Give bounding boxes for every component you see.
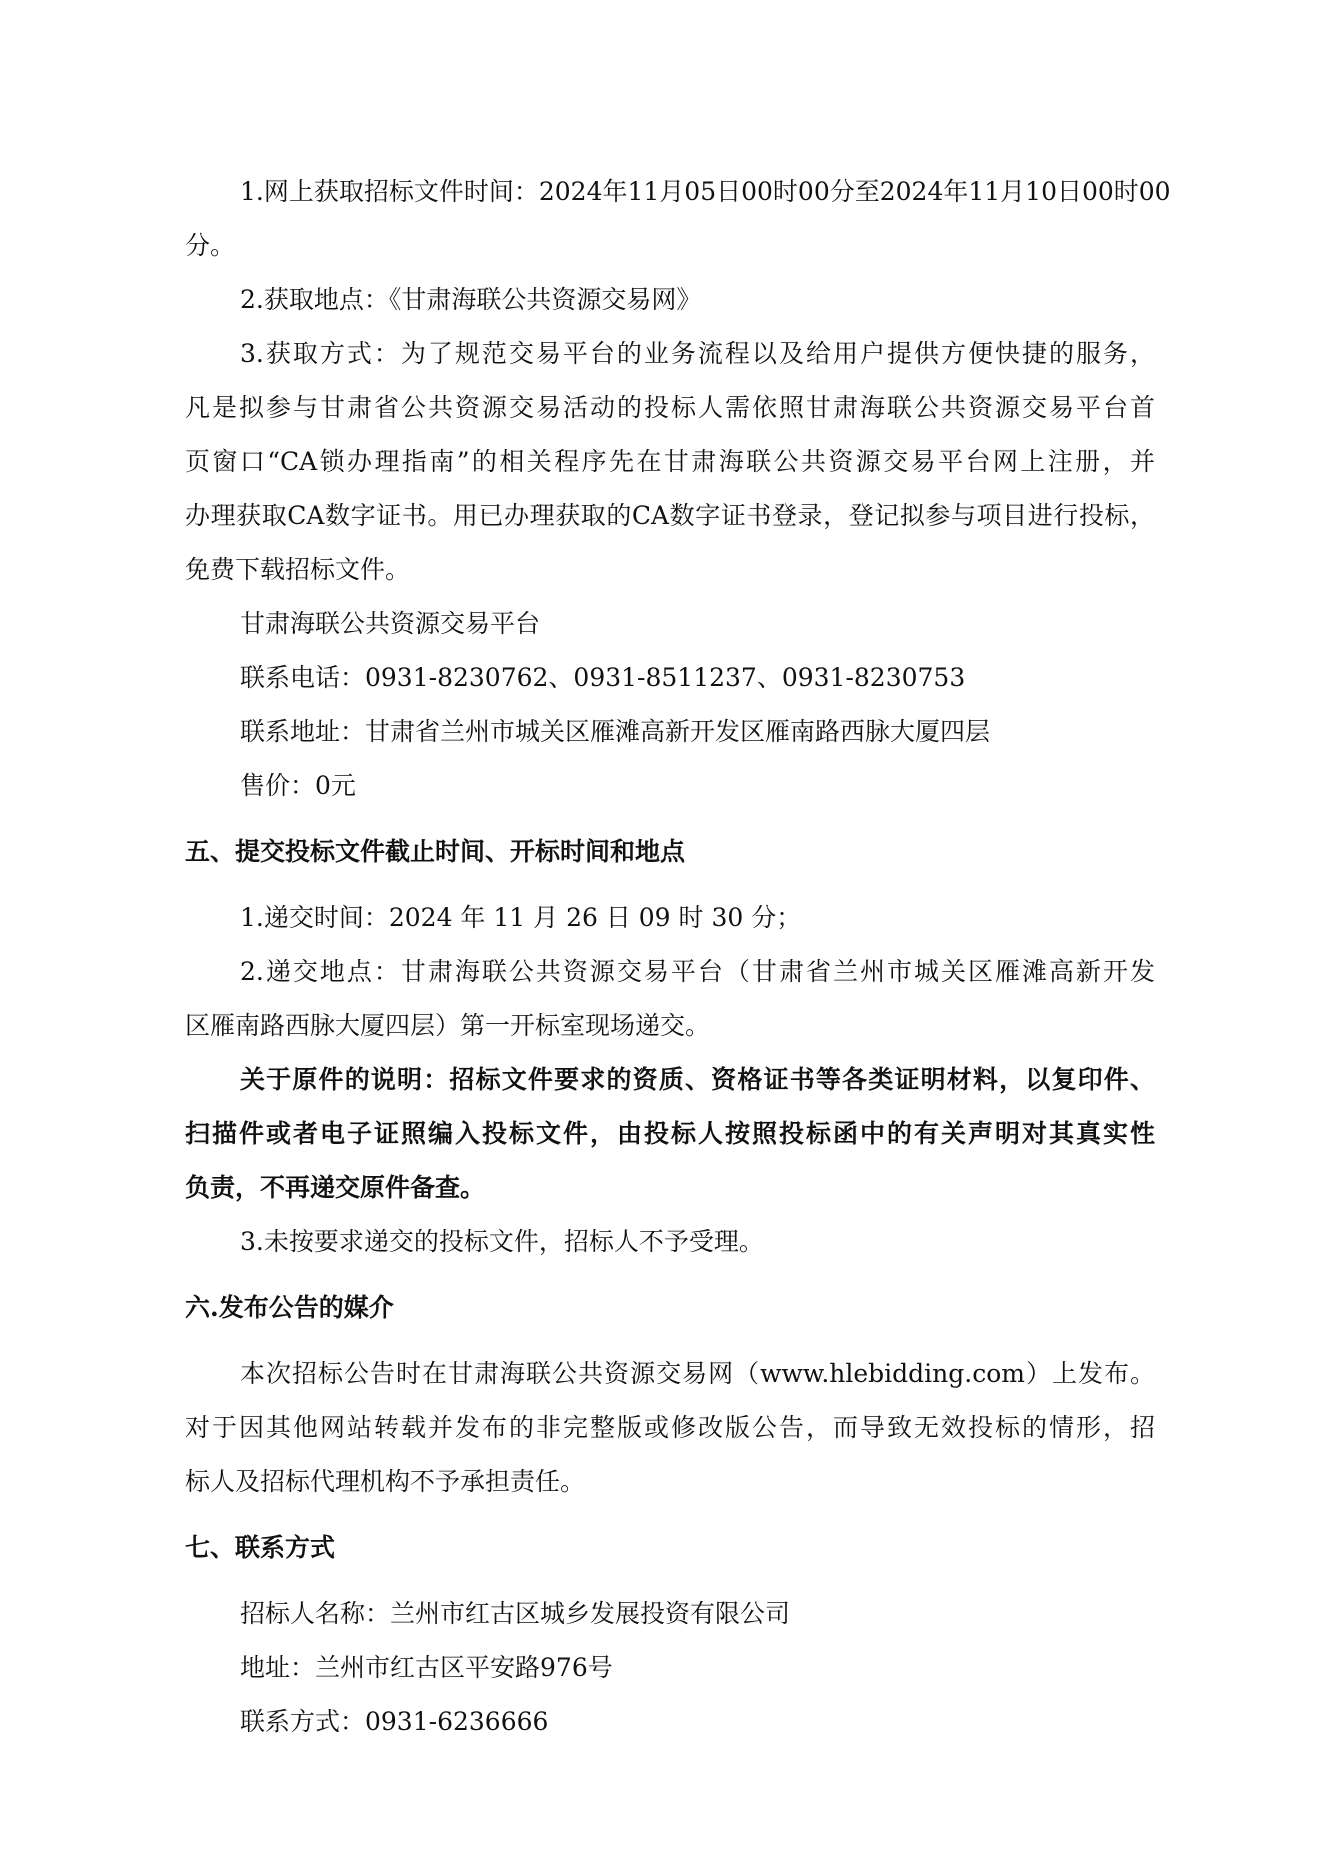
section-5-heading: 五、提交投标文件截止时间、开标时间和地点 [185,837,686,866]
submit-time: 1.递交时间：2024 年 11 月 26 日 09 时 30 分； [240,903,802,932]
document-page [185,165,1171,1749]
media-para-line-3: 标人及招标代理机构不予承担责任。 [185,1467,586,1496]
original-note-line-3: 负责，不再递交原件备查。 [185,1173,486,1202]
price: 售价：0元 [240,771,356,800]
original-note-line-2: 扫描件或者电子证照编入投标文件，由投标人按照投标函中的有关声明对其真实性 [185,1119,1155,1148]
platform-name: 甘肃海联公共资源交易平台 [240,609,541,638]
submit-location-line-2: 区雁南路西脉大厦四层）第一开标室现场递交。 [185,1011,711,1040]
acquire-method-line-4: 办理获取CA数字证书。用已办理获取的CA数字证书登录，登记拟参与项目进行投标， [185,501,1155,530]
acquire-location: 2.获取地点：《甘肃海联公共资源交易网》 [240,285,702,314]
tenderer-address: 地址：兰州市红古区平安路976号 [240,1653,613,1682]
acquire-time-line-2: 分。 [185,231,236,260]
tenderer-name: 招标人名称：兰州市红古区城乡发展投资有限公司 [240,1599,791,1628]
not-accepted-note: 3.未按要求递交的投标文件，招标人不予受理。 [240,1227,764,1256]
platform-phone: 联系电话：0931-8230762、0931-8511237、0931-8230753 [240,663,966,692]
media-para-line-1: 本次招标公告时在甘肃海联公共资源交易网（www.hlebidding.com）上发布。 [240,1359,1155,1388]
section-6-heading: 六.发布公告的媒介 [185,1293,394,1322]
submit-location-line-1: 2.递交地点：甘肃海联公共资源交易平台（甘肃省兰州市城关区雁滩高新开发 [240,957,1155,986]
acquire-method-line-5: 免费下载招标文件。 [185,555,411,584]
tenderer-contact: 联系方式：0931-6236666 [240,1707,549,1736]
original-note-line-1: 关于原件的说明：招标文件要求的资质、资格证书等各类证明材料，以复印件、 [240,1065,1155,1094]
acquire-method-line-1: 3.获取方式：为了规范交易平台的业务流程以及给用户提供方便快捷的服务， [240,339,1155,368]
acquire-method-line-2: 凡是拟参与甘肃省公共资源交易活动的投标人需依照甘肃海联公共资源交易平台首 [185,393,1155,422]
acquire-method-line-3: 页窗口“CA锁办理指南”的相关程序先在甘肃海联公共资源交易平台网上注册，并 [185,447,1155,476]
section-7-heading: 七、联系方式 [185,1533,336,1562]
platform-address: 联系地址：甘肃省兰州市城关区雁滩高新开发区雁南路西脉大厦四层 [240,717,991,746]
media-para-line-2: 对于因其他网站转载并发布的非完整版或修改版公告，而导致无效投标的情形，招 [185,1413,1155,1442]
acquire-time-line-1: 1.网上获取招标文件时间：2024年11月05日00时00分至2024年11月10日00时00 [240,177,1171,206]
